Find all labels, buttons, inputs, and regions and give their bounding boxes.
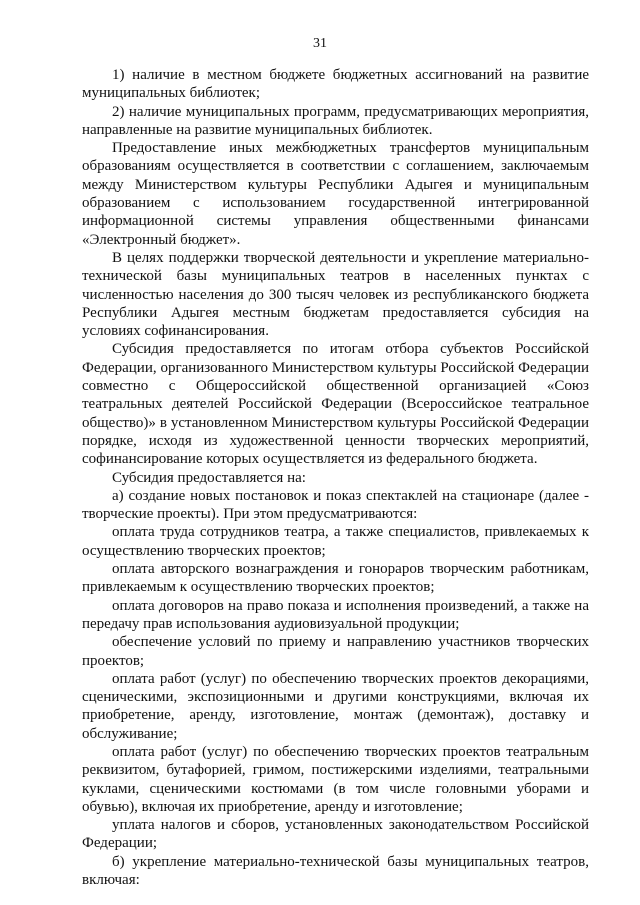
paragraph: уплата налогов и сборов, установленных законодательством Российской Федерации;	[82, 817, 589, 852]
paragraph: б) укрепление материально-технической базы муниципальных театров, включая:	[82, 853, 589, 889]
paragraph: оплата авторского вознаграждения и гонораров творческим работникам, привлекаемым к осуществлению творческих проектов;	[82, 561, 589, 596]
paragraph: 2) наличие муниципальных программ, предусматривающих мероприятия, направленные на развитие муниципальных библиотек.	[82, 103, 589, 138]
body-text	[82, 66, 589, 889]
paragraph: оплата договоров на право показа и исполнения произведений, а также на передачу прав использования аудиовизуальной продукции;	[82, 597, 589, 632]
paragraph: 1) наличие в местном бюджете бюджетных ассигнований на развитие муниципальных библиотек;	[82, 67, 589, 102]
paragraph: Предоставление иных межбюджетных трансфертов муниципальным образованиям осуществляется в соответствии с соглашением, заключаемым между Министерством культуры Республики Адыгея и муниципальным образованием с использованием государственной интегрированной информационной системы управления общественными финансами «Электронный бюджет».	[82, 140, 589, 248]
page-number: 31	[313, 36, 327, 51]
paragraph: оплата труда сотрудников театра, а также специалистов, привлекаемых к осуществлению творческих проектов;	[82, 524, 589, 559]
paragraph: оплата работ (услуг) по обеспечению творческих проектов театральным реквизитом, бутафорией, гримом, постижерскими изделиями, театральными куклами, сценическими костюмами (в том числе головными уборами и обувью), включая их приобретение, аренду и изготовление;	[82, 743, 589, 815]
paragraph: Субсидия предоставляется по итогам отбора субъектов Российской Федерации, организованного Министерством культуры Российской Федерации совместно с Общероссийской общественной организацией «Союз театральных деятелей Российской Федерации (Всероссийское театральное общество)» в установленном Министерством культуры Российской Федерации порядке, исходя из художественной ценности творческих мероприятий, софинансирование которых осуществляется из федерального бюджета.	[82, 341, 589, 468]
paragraph: обеспечение условий по приему и направлению участников творческих проектов;	[82, 634, 589, 669]
paragraph: Субсидия предоставляется на:	[112, 469, 306, 486]
paragraph: В целях поддержки творческой деятельности и укрепление материально-технической базы муниципальных театров в населенных пунктах с численностью населения до 300 тысяч человек из республиканского бюджета Республики Адыгея местным бюджетам предоставляется субсидия на условиях софинансирования.	[82, 249, 589, 340]
paragraph: оплата работ (услуг) по обеспечению творческих проектов декорациями, сценическими, экспозиционными и другими конструкциями, включая их приобретение, аренду, изготовление, монтаж (демонтаж), доставку и обслуживание;	[82, 670, 589, 742]
paragraph: а) создание новых постановок и показ спектаклей на стационаре (далее - творческие проекты). При этом предусматриваются:	[82, 487, 589, 523]
